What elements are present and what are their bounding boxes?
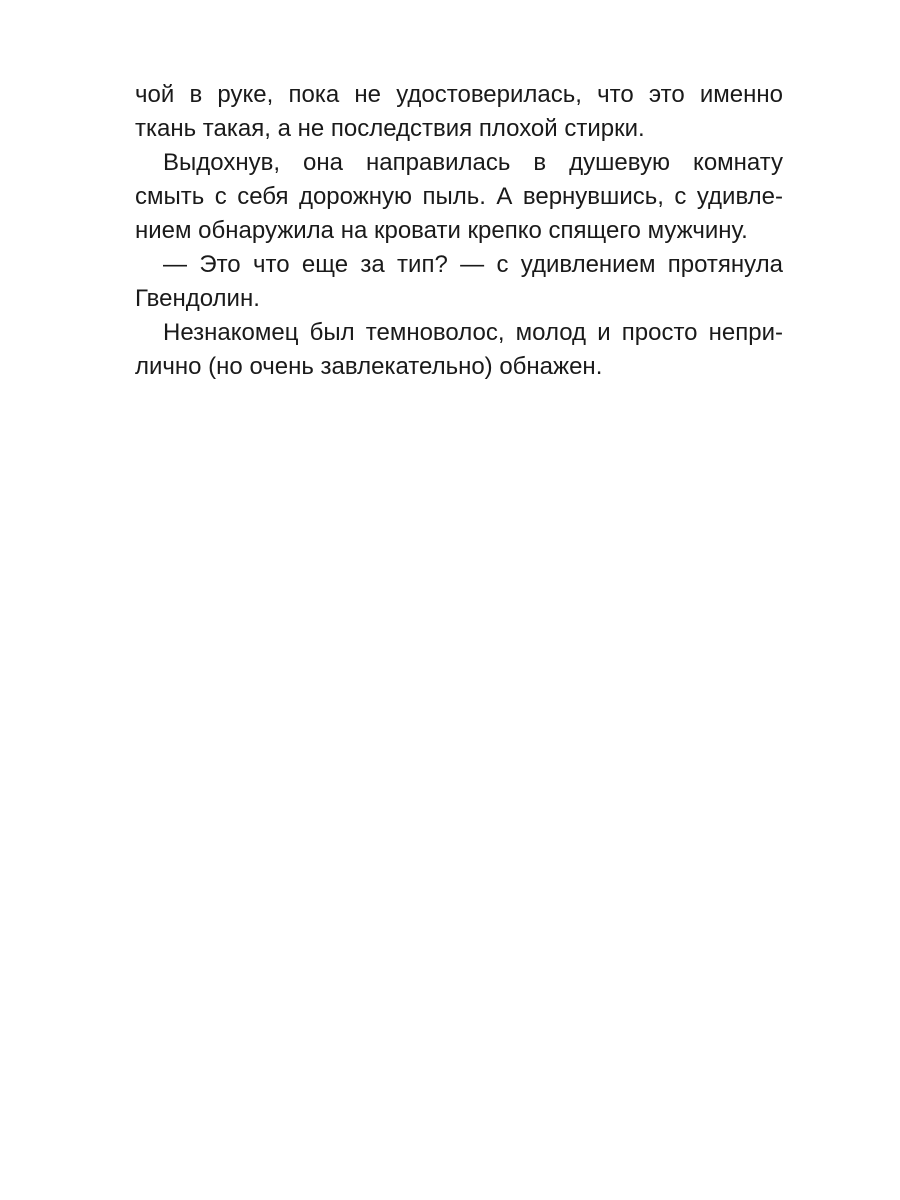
text-line: нием обнаружила на кровати крепко спящего мужчину. [135, 217, 748, 244]
text-line: Незнакомец был темноволос, молод и просто непри- [163, 319, 783, 346]
text-line: Гвендолин. [135, 285, 260, 312]
text-line: смыть с себя дорожную пыль. А вернувшись, с удивле- [135, 183, 783, 210]
body-text [135, 78, 783, 384]
text-line: ткань такая, а не последствия плохой стирки. [135, 115, 645, 142]
text-line: Выдохнув, она направилась в душевую комнату [163, 149, 783, 176]
text-line: — Это что еще за тип? — с удивлением протянула [163, 251, 783, 278]
text-line: чой в руке, пока не удостоверилась, что это именно [135, 81, 783, 108]
text-line: лично (но очень завлекательно) обнажен. [135, 353, 603, 380]
